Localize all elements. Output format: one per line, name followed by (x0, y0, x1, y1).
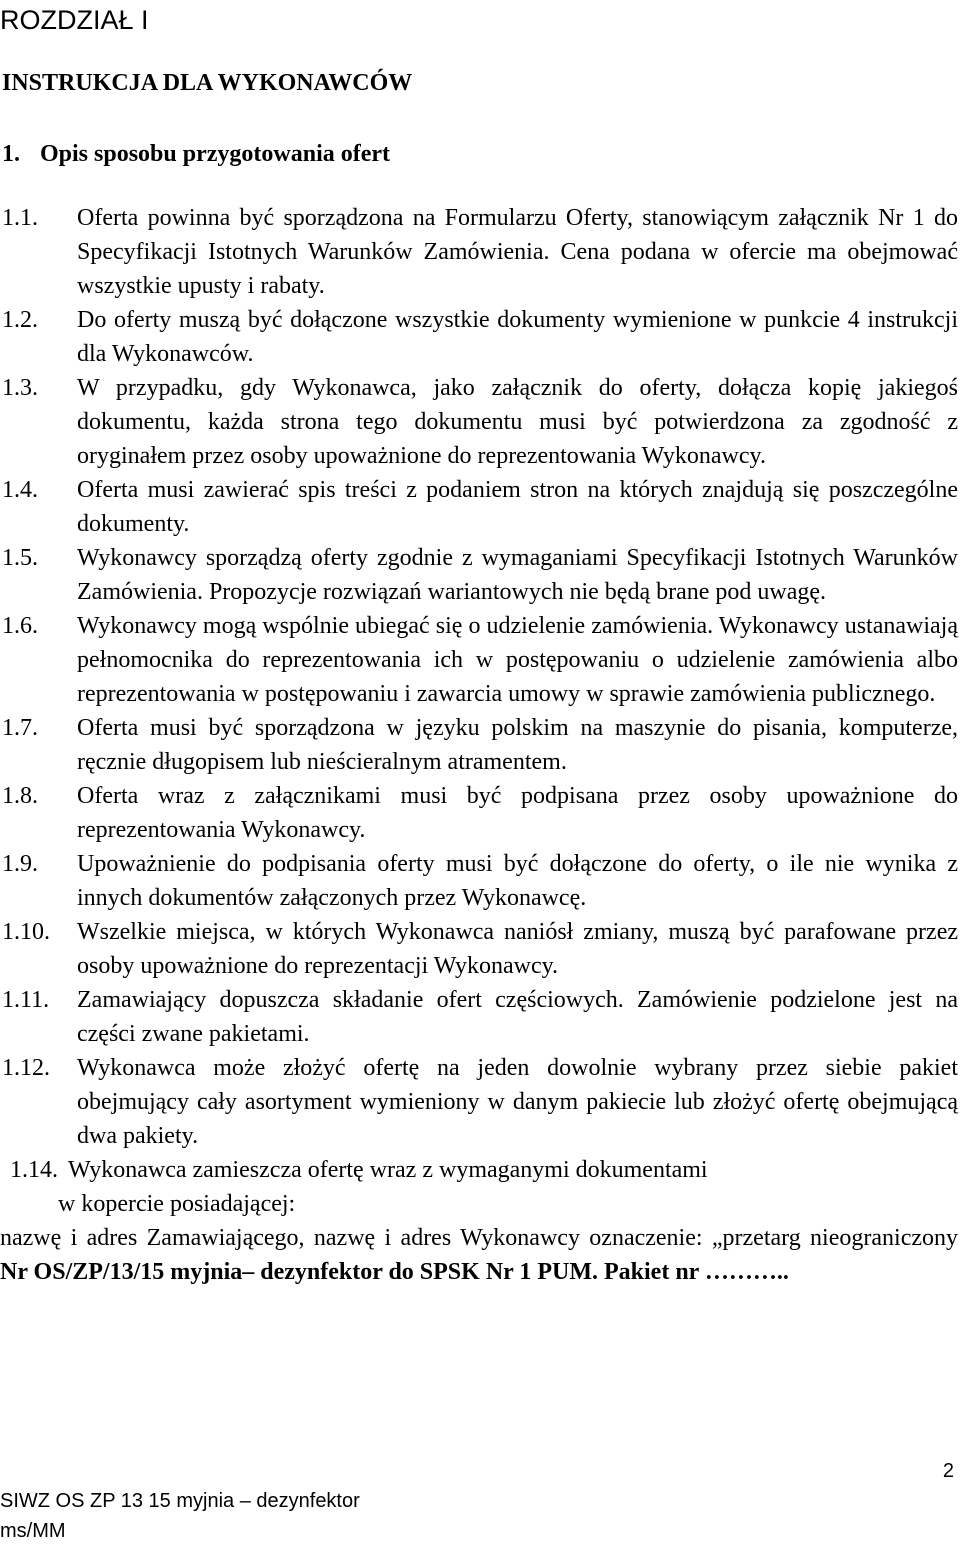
item-number: 1.8. (2, 783, 38, 809)
closing-bold: Nr OS/ZP/13/15 myjnia– dezynfektor do SPSK Nr 1 PUM. Pakiet nr ……….. (0, 1259, 789, 1285)
footer-line: ms/MM (0, 1520, 66, 1542)
list-item (0, 1051, 958, 1153)
item-number: 1.7. (2, 715, 38, 741)
list-item (0, 983, 958, 1051)
list-item (0, 201, 958, 303)
item-number: 1.14. (10, 1157, 58, 1183)
item-number: 1.2. (2, 307, 38, 333)
item-text: Wykonawcy sporządzą oferty zgodnie z wymaganiami Specyfikacji Istotnych Warunków Zamówienia. Propozycje rozwiązań wariantowych nie będą brane pod uwagę. (77, 545, 958, 605)
list-item (0, 779, 958, 847)
item-number: 1.11. (2, 987, 50, 1013)
document-title: INSTRUKCJA DLA WYKONAWCÓW (2, 70, 413, 96)
list-item (0, 303, 958, 371)
item-text: Oferta wraz z załącznikami musi być podpisana przez osoby upoważnione do reprezentowania Wykonawcy. (77, 783, 958, 843)
item-text: Oferta musi zawierać spis treści z podaniem stron na których znajdują się poszczególne dokumenty. (77, 477, 958, 537)
item-number: 1.1. (2, 205, 38, 231)
item-number: 1.3. (2, 375, 38, 401)
item-number: 1.6. (2, 613, 38, 639)
list-item (0, 915, 958, 983)
item-number: 1.10. (2, 919, 50, 945)
chapter-heading: ROZDZIAŁ I (0, 5, 149, 35)
footer-line: SIWZ OS ZP 13 15 myjnia – dezynfektor (0, 1490, 360, 1512)
item-text: Wykonawcy mogą wspólnie ubiegać się o udzielenie zamówienia. Wykonawcy ustanawiają pełnomocnika do reprezentowania ich w postępowaniu o udzielenie zamówienia albo reprezentowania w postępowaniu i zawarcia umowy w sprawie zamówienia publicznego. (77, 613, 958, 707)
item-text: Oferta musi być sporządzona w języku polskim na maszynie do pisania, komputerze, ręcznie długopisem lub nieścieralnym atramentem. (77, 715, 958, 775)
item-continuation: w kopercie posiadającej: (58, 1191, 296, 1217)
item-number: 1.12. (2, 1055, 50, 1081)
item-text: Oferta powinna być sporządzona na Formularzu Oferty, stanowiącym załącznik Nr 1 do Specyfikacji Istotnych Warunków Zamówienia. Cena podana w ofercie ma obejmować wszystkie upusty i rabaty. (77, 205, 958, 299)
closing-plain: nazwę i adres Zamawiającego, nazwę i adres Wykonawcy oznaczenie: „przetarg nieograniczony (0, 1225, 958, 1251)
list-item (0, 371, 958, 473)
list-item (0, 609, 958, 711)
list-item (0, 847, 958, 915)
section-title-text: Opis sposobu przygotowania ofert (40, 141, 391, 167)
item-number: 1.9. (2, 851, 38, 877)
item-number: 1.5. (2, 545, 38, 571)
list-item (0, 473, 958, 541)
item-text: Do oferty muszą być dołączone wszystkie dokumenty wymienione w punkcie 4 instrukcji dla Wykonawców. (77, 307, 958, 367)
item-number: 1.4. (2, 477, 38, 503)
item-text: Wszelkie miejsca, w których Wykonawca naniósł zmiany, muszą być parafowane przez osoby upoważnione do reprezentacji Wykonawcy. (77, 919, 958, 979)
section-title (2, 137, 390, 171)
item-text: W przypadku, gdy Wykonawca, jako załącznik do oferty, dołącza kopię jakiegoś dokumentu, każda strona tego dokumentu musi być potwierdzona za zgodność z oryginałem przez osoby upoważnione do reprezentowania Wykonawcy. (77, 375, 958, 469)
item-text: Wykonawca zamieszcza ofertę wraz z wymaganymi dokumentami (68, 1157, 708, 1183)
item-text: Upoważnienie do podpisania oferty musi być dołączone do oferty, o ile nie wynika z innych dokumentów załączonych przez Wykonawcę. (77, 851, 958, 911)
list-item-last (0, 1153, 958, 1187)
instruction-list (0, 201, 958, 1289)
list-item (0, 541, 958, 609)
page-number: 2 (942, 1460, 954, 1482)
section-number: 1. (2, 141, 20, 167)
item-text: Zamawiający dopuszcza składanie ofert częściowych. Zamówienie podzielone jest na części zwane pakietami. (77, 987, 958, 1047)
item-text: Wykonawca może złożyć ofertę na jeden dowolnie wybrany przez siebie pakiet obejmujący cały asortyment wymieniony w danym pakiecie lub złożyć ofertę obejmującą dwa pakiety. (77, 1055, 958, 1149)
list-item (0, 711, 958, 779)
page-footer (0, 1486, 360, 1546)
envelope-label-text (0, 1221, 958, 1289)
